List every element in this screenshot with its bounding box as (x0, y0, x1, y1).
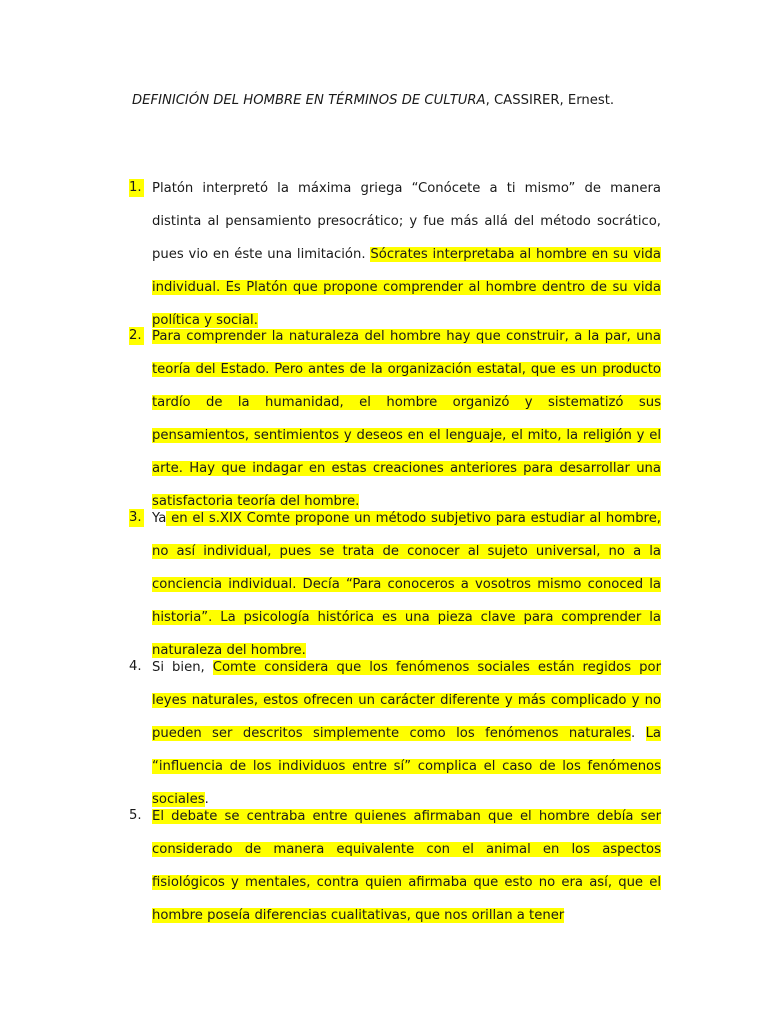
highlighted-text: La “influencia de los individuos entre sí” complica el caso de los fenómenos sociales (152, 725, 661, 807)
plain-text: . (204, 791, 209, 807)
list-item-text (152, 320, 661, 518)
list-item-text (152, 651, 661, 816)
highlighted-text: Para comprender la naturaleza del hombre hay que construir, a la par, una teoría del Estado. Pero antes de la organización estatal, que es un producto tardío de la humanidad, el hombre organizó y sistematizó sus pensamientos, sentimientos y deseos en el lenguaje, el mito, la religión y el arte. Hay que indagar en estas creaciones anteriores para desarrollar una satisfactoria teoría del hombre. (152, 328, 661, 509)
highlighted-text: El debate se centraba entre quienes afirmaban que el hombre debía ser considerado de manera equivalente con el animal en los aspectos fisiológicos y mentales, contra quien afirmaba que esto no era así, que el hombre poseía diferencias cualitativas, que nos orillan a tener (152, 808, 661, 923)
document-title-italic: DEFINICIÓN DEL HOMBRE EN TÉRMINOS DE CULTURA (132, 93, 486, 108)
list-item-number: 5. (129, 808, 142, 823)
list-item-text (152, 502, 661, 667)
list-item-number: 4. (129, 659, 142, 674)
plain-text: Si bien, (152, 659, 213, 675)
document-title (132, 92, 732, 110)
highlighted-text: Comte considera que los fenómenos sociales están regidos por leyes naturales, estos ofrecen un carácter diferente y más complicado y no pueden ser descritos simplemente como los fenómenos naturales (152, 659, 661, 741)
list-item-number: 3. (129, 510, 142, 525)
list-item-number: 1. (129, 180, 142, 195)
plain-text: Platón interpretó la máxima griega “Conócete a ti mismo” de manera distinta al pensamiento presocrático; y fue más allá del método socrático, pues vio en éste una limitación. (152, 180, 661, 262)
list-item-number: 2. (129, 328, 142, 343)
list-item-text (152, 800, 661, 932)
highlighted-text: en el s.XIX Comte propone un método subjetivo para estudiar al hombre, no así individual, pues se trata de conocer al sujeto universal, no a la conciencia individual. Decía “Para conoceros a vosotros mismo conoced la historia”. La psicología histórica es una pieza clave para comprender la naturaleza del hombre. (152, 510, 661, 658)
plain-text: Ya (152, 510, 167, 526)
document-title-author: , CASSIRER, Ernest. (485, 93, 615, 108)
plain-text: . (631, 725, 646, 741)
list-item-text (152, 172, 661, 337)
highlighted-text: Sócrates interpretaba al hombre en su vida individual. Es Platón que propone comprender al hombre dentro de su vida política y social. (152, 246, 661, 328)
